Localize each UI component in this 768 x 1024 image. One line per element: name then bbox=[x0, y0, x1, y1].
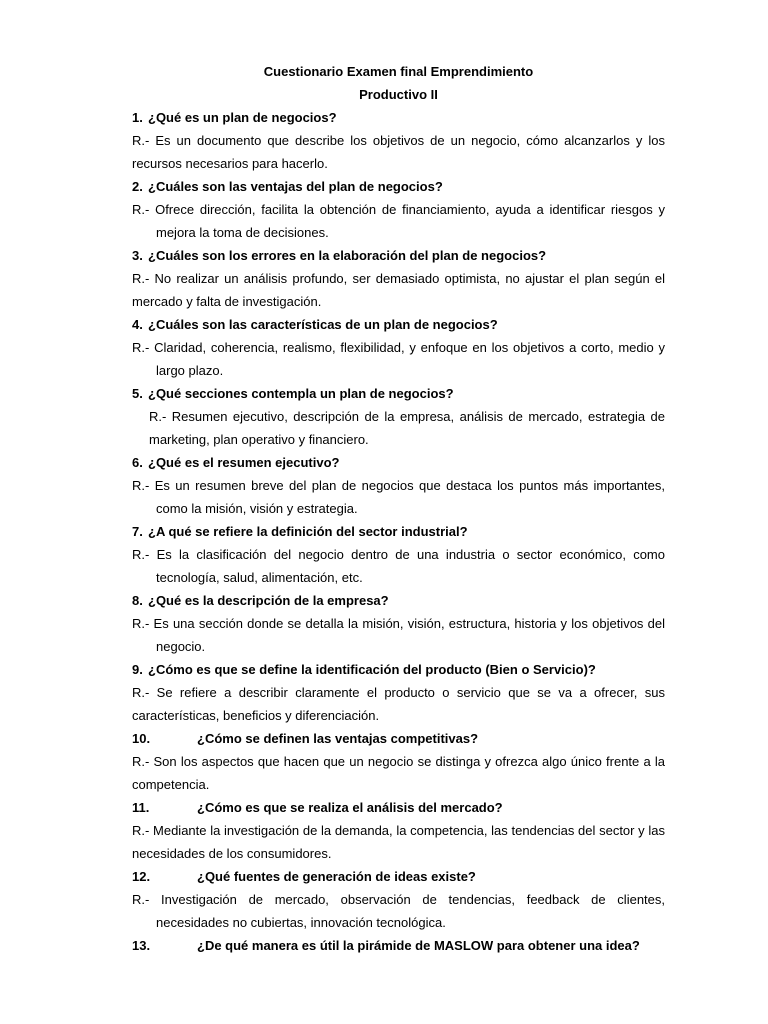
question-text: ¿Qué secciones contempla un plan de negocios? bbox=[148, 386, 454, 401]
question-4 bbox=[132, 313, 665, 336]
question-text: ¿Cuáles son las ventajas del plan de negocios? bbox=[148, 179, 443, 194]
question-text: ¿Cómo es que se define la identificación del producto (Bien o Servicio)? bbox=[148, 662, 596, 677]
question-text: ¿A qué se refiere la definición del sector industrial? bbox=[148, 524, 468, 539]
question-number: 3. bbox=[132, 248, 143, 263]
answer-7: R.- Es la clasificación del negocio dentro de una industria o sector económico, como tecnología, salud, alimentación, etc. bbox=[132, 547, 665, 585]
question-list bbox=[132, 106, 665, 957]
question-number: 7. bbox=[132, 524, 143, 539]
question-text: ¿Cuáles son los errores en la elaboración del plan de negocios? bbox=[148, 248, 547, 263]
answer-2: R.- Ofrece dirección, facilita la obtención de financiamiento, ayuda a identificar riesgos y mejora la toma de decisiones. bbox=[132, 202, 665, 240]
question-number: 1. bbox=[132, 110, 143, 125]
question-text: ¿Cuáles son las características de un plan de negocios? bbox=[148, 317, 498, 332]
question-12 bbox=[132, 865, 665, 888]
question-number: 13. bbox=[132, 938, 151, 953]
question-13 bbox=[132, 934, 665, 957]
question-number: 9. bbox=[132, 662, 143, 677]
question-text: ¿Qué es el resumen ejecutivo? bbox=[148, 455, 340, 470]
document-title-line1: Cuestionario Examen final Emprendimiento bbox=[263, 64, 534, 79]
question-3 bbox=[132, 244, 665, 267]
question-number: 4. bbox=[132, 317, 143, 332]
answer-5: R.- Resumen ejecutivo, descripción de la empresa, análisis de mercado, estrategia de marketing, plan operativo y financiero. bbox=[149, 409, 665, 447]
question-number: 6. bbox=[132, 455, 143, 470]
question-5 bbox=[132, 382, 665, 405]
answer-4: R.- Claridad, coherencia, realismo, flexibilidad, y enfoque en los objetivos a corto, medio y largo plazo. bbox=[132, 340, 665, 378]
answer-1: R.- Es un documento que describe los objetivos de un negocio, cómo alcanzarlos y los recursos necesarios para hacerlo. bbox=[132, 133, 665, 171]
question-number: 2. bbox=[132, 179, 143, 194]
document-title-line2: Productivo II bbox=[359, 87, 438, 102]
question-10 bbox=[132, 727, 665, 750]
question-text: ¿Cómo es que se realiza el análisis del mercado? bbox=[197, 800, 503, 815]
question-number: 12. bbox=[132, 869, 151, 884]
question-text: ¿Cómo se definen las ventajas competitivas? bbox=[197, 731, 479, 746]
question-9 bbox=[132, 658, 665, 681]
question-number: 5. bbox=[132, 386, 143, 401]
question-11 bbox=[132, 796, 665, 819]
answer-12: R.- Investigación de mercado, observación de tendencias, feedback de clientes, necesidades no cubiertas, innovación tecnológica. bbox=[132, 892, 665, 930]
question-6 bbox=[132, 451, 665, 474]
answer-3: R.- No realizar un análisis profundo, ser demasiado optimista, no ajustar el plan según el mercado y falta de investigación. bbox=[132, 271, 665, 309]
answer-9: R.- Se refiere a describir claramente el producto o servicio que se va a ofrecer, sus características, beneficios y diferenciación. bbox=[132, 685, 665, 723]
question-text: ¿De qué manera es útil la pirámide de MASLOW para obtener una idea? bbox=[197, 938, 640, 953]
answer-8: R.- Es una sección donde se detalla la misión, visión, estructura, historia y los objetivos del negocio. bbox=[132, 616, 665, 654]
question-number: 11. bbox=[132, 800, 150, 815]
question-text: ¿Qué es la descripción de la empresa? bbox=[148, 593, 389, 608]
answer-6: R.- Es un resumen breve del plan de negocios que destaca los puntos más importantes, como la misión, visión y estrategia. bbox=[132, 478, 665, 516]
question-7 bbox=[132, 520, 665, 543]
question-text: ¿Qué es un plan de negocios? bbox=[148, 110, 337, 125]
question-1 bbox=[132, 106, 665, 129]
question-number: 8. bbox=[132, 593, 143, 608]
question-8 bbox=[132, 589, 665, 612]
question-number: 10. bbox=[132, 731, 151, 746]
answer-10: R.- Son los aspectos que hacen que un negocio se distinga y ofrezca algo único frente a la competencia. bbox=[132, 754, 665, 792]
question-text: ¿Qué fuentes de generación de ideas existe? bbox=[197, 869, 476, 884]
question-2 bbox=[132, 175, 665, 198]
answer-11: R.- Mediante la investigación de la demanda, la competencia, las tendencias del sector y las necesidades de los consumidores. bbox=[132, 823, 665, 861]
